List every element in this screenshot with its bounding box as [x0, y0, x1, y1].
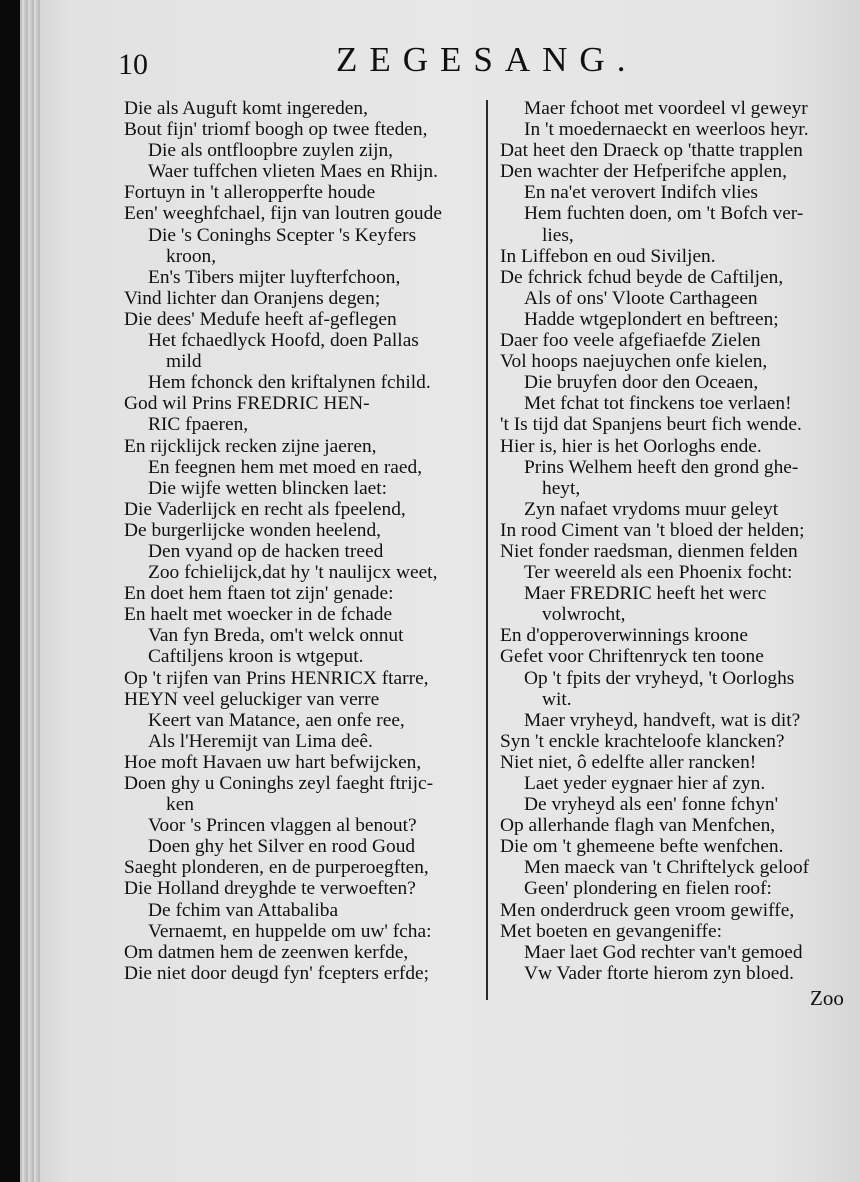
verse-line: Die niet door deugd fyn' fcepters erfde; [124, 962, 430, 984]
verse-line: Maer FREDRIC heeft het werc [524, 583, 767, 605]
verse-line: En d'opperoverwinnings kroone [500, 625, 748, 647]
verse-line: HEYN veel geluckiger van verre [124, 688, 380, 710]
verse-line: Die dees' Medufe heeft af-geflegen [124, 308, 397, 330]
verse-line: Waer tuffchen vlieten Maes en Rhijn. [148, 161, 438, 183]
verse-line: Maer vryheyd, handveft, wat is dit? [524, 709, 801, 731]
verse-line: Die om 't ghemeene befte wenfchen. [500, 836, 784, 858]
verse-line: Niet niet, ô edelfte aller rancken! [500, 751, 757, 773]
verse-line: Men maeck van 't Chriftelyck geloof [524, 857, 810, 879]
verse-line: En feegnen hem met moed en raed, [148, 456, 423, 478]
verse-line: Saeght plonderen, en de purperoegften, [124, 857, 429, 879]
verse-line: Op 't rijfen van Prins HENRICX ftarre, [124, 667, 429, 689]
verse-line: Laet yeder eygnaer hier af zyn. [524, 773, 766, 794]
verse-line: De vryheyd als een' fonne fchyn' [524, 794, 779, 816]
left-verse-column [124, 98, 494, 984]
verse-line: Vol hoops naejuychen onfe kielen, [500, 351, 768, 373]
verse-line: Met fchat tot finckens toe verlaen! [524, 393, 792, 415]
verse-line: En na'et verovert Indifch vlies [524, 182, 758, 204]
verse-line: Dat heet den Draeck op 'thatte trapplen [500, 140, 803, 162]
verse-line: Als of ons' Vloote Carthageen [524, 287, 758, 309]
verse-line: Die Vaderlijck en recht als fpeelend, [124, 498, 406, 520]
verse-line: Bout fijn' triomf boogh op twee fteden, [124, 119, 428, 141]
catchword: Zoo [810, 986, 844, 1010]
verse-line: Prins Welhem heeft den grond ghe- [524, 456, 799, 478]
verse-line: 't Is tijd dat Spanjens beurt fich wende. [500, 414, 802, 436]
verse-line: Maer laet God rechter van't gemoed [524, 941, 803, 963]
verse-line: kroon, [166, 245, 217, 267]
column-divider [486, 100, 488, 1000]
verse-line: Zyn nafaet vrydoms muur geleyt [524, 498, 779, 520]
verse-line: Keert van Matance, aen onfe ree, [148, 709, 405, 731]
verse-line: Van fyn Breda, om't welck onnut [148, 625, 404, 647]
verse-line: Het fchaedlyck Hoofd, doen Pallas [148, 330, 419, 352]
verse-line: Ter weereld als een Phoenix focht: [524, 562, 793, 584]
page-number: 10 [118, 48, 148, 81]
verse-line: Hem fchonck den kriftalynen fchild. [148, 372, 431, 394]
book-page [20, 0, 860, 1182]
verse-line: lies, [542, 224, 574, 246]
verse-line: Daer foo veele afgefiaefde Zielen [500, 330, 761, 352]
verse-line: Caftiljens kroon is wtgeput. [148, 646, 364, 668]
verse-line: Hadde wtgeplondert en beftreen; [524, 308, 779, 330]
verse-line: En doet hem ftaen tot zijn' genade: [124, 583, 394, 605]
verse-line: Maer fchoot met voordeel vl geweyr [524, 98, 808, 119]
verse-line: mild [166, 351, 202, 373]
verse-line: Men onderdruck geen vroom gewiffe, [500, 899, 795, 921]
right-verse-column [500, 98, 860, 984]
verse-line: Om datmen hem de zeenwen kerfde, [124, 941, 409, 963]
verse-line: Hoe moft Havaen uw hart befwijcken, [124, 751, 422, 773]
verse-line: In rood Ciment van 't bloed der helden; [500, 519, 805, 541]
verse-line: De burgerlijcke wonden heelend, [124, 519, 382, 541]
verse-line: Syn 't enckle krachteloofe klancken? [500, 730, 785, 752]
verse-line: Die wijfe wetten blincken laet: [148, 477, 388, 499]
verse-line: Den vyand op de hacken treed [148, 540, 384, 562]
verse-line: En haelt met woecker in de fchade [124, 604, 393, 626]
running-title: ZEGESANG. [336, 40, 638, 79]
verse-line: En's Tibers mijter luyfterfchoon, [148, 266, 401, 288]
verse-line: Die bruyfen door den Oceaen, [524, 372, 759, 394]
verse-line: Die Holland dreyghde te verwoeften? [124, 878, 416, 900]
verse-line: Met boeten en gevangeniffe: [500, 920, 723, 942]
verse-line: Op allerhande flagh van Menfchen, [500, 815, 776, 837]
verse-line: Vernaemt, en huppelde om uw' fcha: [148, 920, 432, 942]
verse-line: De fchrick fchud beyde de Caftiljen, [500, 266, 784, 288]
verse-line: Voor 's Princen vlaggen al benout? [148, 815, 417, 837]
verse-line: Niet fonder raedsman, dienmen felden [500, 540, 798, 562]
verse-line: In Liffebon en oud Siviljen. [500, 245, 716, 267]
verse-line: Doen ghy u Coninghs zeyl faeght ftrijc- [124, 773, 434, 794]
verse-line: heyt, [542, 477, 581, 499]
verse-line: Die als ontfloopbre zuylen zijn, [148, 140, 394, 162]
page-edge [20, 0, 42, 1182]
verse-line: Op 't fpits der vryheyd, 't Oorloghs [524, 667, 795, 689]
verse-line: Vw Vader ftorte hierom zyn bloed. [524, 962, 794, 984]
verse-line: Geen' plondering en fielen roof: [524, 878, 772, 900]
verse-line: ken [166, 794, 194, 816]
verse-line: Den wachter der Hefperifche applen, [500, 161, 787, 183]
verse-line: volwrocht, [542, 604, 626, 626]
verse-line: Hem fuchten doen, om 't Bofch ver- [524, 203, 804, 225]
verse-line: Fortuyn in 't alleropperfte houde [124, 182, 376, 204]
verse-line: Die 's Coninghs Scepter 's Keyfers [148, 224, 417, 246]
verse-line: Gefet voor Chriftenryck ten toone [500, 646, 764, 668]
verse-line: wit. [542, 688, 572, 710]
verse-line: Als l'Heremijt van Lima deê. [148, 730, 373, 752]
verse-line: Die als Auguft komt ingereden, [124, 98, 368, 119]
verse-line: Hier is, hier is het Oorloghs ende. [500, 435, 762, 457]
verse-line: Zoo fchielijck,dat hy 't naulijcx weet, [148, 562, 438, 584]
page-header [108, 40, 808, 90]
verse-line: RIC fpaeren, [148, 414, 249, 436]
verse-line: Vind lichter dan Oranjens degen; [124, 287, 381, 309]
verse-line: Een' weeghfchael, fijn van loutren goude [124, 203, 442, 225]
verse-line: In 't moedernaeckt en weerloos heyr. [524, 119, 809, 141]
verse-line: De fchim van Attabaliba [148, 899, 339, 921]
verse-line: En rijcklijck recken zijne jaeren, [124, 435, 377, 457]
verse-line: Doen ghy het Silver en rood Goud [148, 836, 416, 858]
verse-line: God wil Prins FREDRIC HEN- [124, 393, 370, 415]
